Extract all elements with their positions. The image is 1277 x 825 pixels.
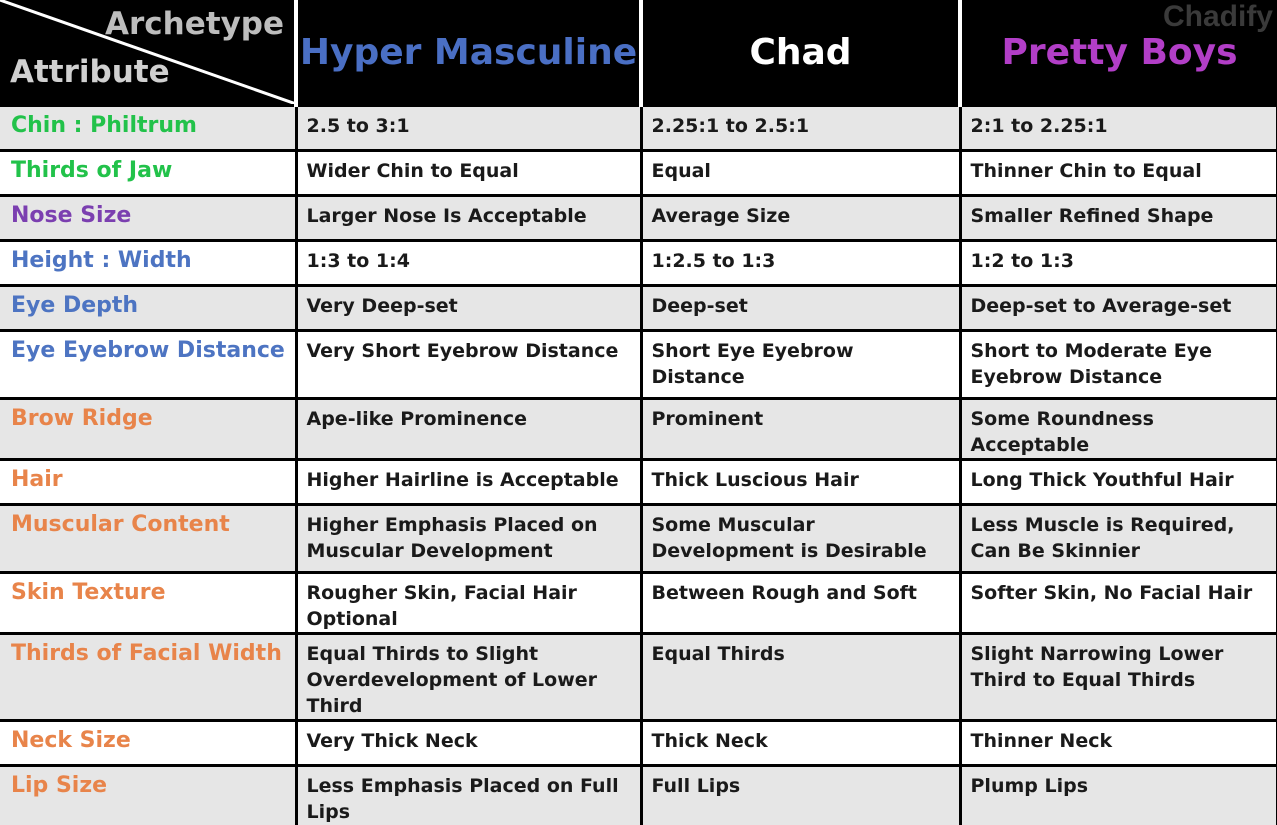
watermark: Chadify xyxy=(1163,0,1273,34)
value-cell: Thinner Chin to Equal xyxy=(960,151,1277,196)
table-row xyxy=(0,721,1277,766)
value-cell: 1:2 to 1:3 xyxy=(960,241,1277,286)
value-cell: Very Short Eyebrow Distance xyxy=(296,331,641,399)
value-cell: Deep-set to Average-set xyxy=(960,286,1277,331)
column-header-label: Pretty Boys xyxy=(1001,32,1237,73)
attribute-cell: Height : Width xyxy=(0,241,296,286)
value-cell: Thick Neck xyxy=(641,721,960,766)
table-row xyxy=(0,505,1277,573)
value-cell: Thick Luscious Hair xyxy=(641,460,960,505)
value-cell: Some Roundness Acceptable xyxy=(960,399,1277,460)
value-cell: 1:2.5 to 1:3 xyxy=(641,241,960,286)
attribute-cell: Thirds of Jaw xyxy=(0,151,296,196)
attribute-cell: Brow Ridge xyxy=(0,399,296,460)
attribute-cell: Neck Size xyxy=(0,721,296,766)
table-row xyxy=(0,151,1277,196)
value-cell: Average Size xyxy=(641,196,960,241)
value-cell: Prominent xyxy=(641,399,960,460)
column-header-pretty-boys xyxy=(960,0,1277,106)
column-header-label: Chad xyxy=(749,32,851,73)
value-cell: Thinner Neck xyxy=(960,721,1277,766)
value-cell: Softer Skin, No Facial Hair xyxy=(960,573,1277,634)
corner-attribute-label: Attribute xyxy=(10,54,170,90)
column-header-label: Hyper Masculine xyxy=(300,32,637,73)
value-cell: Short to Moderate Eye Eyebrow Distance xyxy=(960,331,1277,399)
attribute-cell: Eye Eyebrow Distance xyxy=(0,331,296,399)
value-cell: Between Rough and Soft xyxy=(641,573,960,634)
value-cell: Equal Thirds to Slight Overdevelopment of Lower Third xyxy=(296,634,641,721)
value-cell: Slight Narrowing Lower Third to Equal Thirds xyxy=(960,634,1277,721)
column-header-hyper-masculine xyxy=(296,0,641,106)
attribute-cell: Nose Size xyxy=(0,196,296,241)
table-row xyxy=(0,399,1277,460)
attribute-cell: Skin Texture xyxy=(0,573,296,634)
table-row xyxy=(0,286,1277,331)
value-cell: Full Lips xyxy=(641,766,960,825)
table-row xyxy=(0,106,1277,151)
value-cell: 2.25:1 to 2.5:1 xyxy=(641,106,960,151)
table-row xyxy=(0,634,1277,721)
value-cell: Smaller Refined Shape xyxy=(960,196,1277,241)
header-row xyxy=(0,0,1277,106)
value-cell: Equal xyxy=(641,151,960,196)
table-row xyxy=(0,460,1277,505)
value-cell: Some Muscular Development is Desirable xyxy=(641,505,960,573)
value-cell: Ape-like Prominence xyxy=(296,399,641,460)
value-cell: Wider Chin to Equal xyxy=(296,151,641,196)
table-row xyxy=(0,331,1277,399)
value-cell: 2.5 to 3:1 xyxy=(296,106,641,151)
value-cell: Larger Nose Is Acceptable xyxy=(296,196,641,241)
table-row xyxy=(0,573,1277,634)
column-header-chad xyxy=(641,0,960,106)
value-cell: 2:1 to 2.25:1 xyxy=(960,106,1277,151)
value-cell: Equal Thirds xyxy=(641,634,960,721)
corner-header xyxy=(0,0,296,106)
value-cell: Deep-set xyxy=(641,286,960,331)
attribute-cell: Thirds of Facial Width xyxy=(0,634,296,721)
value-cell: Short Eye Eyebrow Distance xyxy=(641,331,960,399)
value-cell: Plump Lips xyxy=(960,766,1277,825)
attribute-cell: Muscular Content xyxy=(0,505,296,573)
value-cell: Long Thick Youthful Hair xyxy=(960,460,1277,505)
table-row xyxy=(0,766,1277,825)
value-cell: Very Deep-set xyxy=(296,286,641,331)
attribute-cell: Lip Size xyxy=(0,766,296,825)
value-cell: Higher Hairline is Acceptable xyxy=(296,460,641,505)
value-cell: Higher Emphasis Placed on Muscular Development xyxy=(296,505,641,573)
attribute-cell: Hair xyxy=(0,460,296,505)
value-cell: Less Emphasis Placed on Full Lips xyxy=(296,766,641,825)
attribute-cell: Chin : Philtrum xyxy=(0,106,296,151)
corner-archetype-label: Archetype xyxy=(105,6,284,42)
value-cell: 1:3 to 1:4 xyxy=(296,241,641,286)
table-row xyxy=(0,196,1277,241)
table-row xyxy=(0,241,1277,286)
value-cell: Less Muscle is Required, Can Be Skinnier xyxy=(960,505,1277,573)
attribute-cell: Eye Depth xyxy=(0,286,296,331)
value-cell: Rougher Skin, Facial Hair Optional xyxy=(296,573,641,634)
value-cell: Very Thick Neck xyxy=(296,721,641,766)
